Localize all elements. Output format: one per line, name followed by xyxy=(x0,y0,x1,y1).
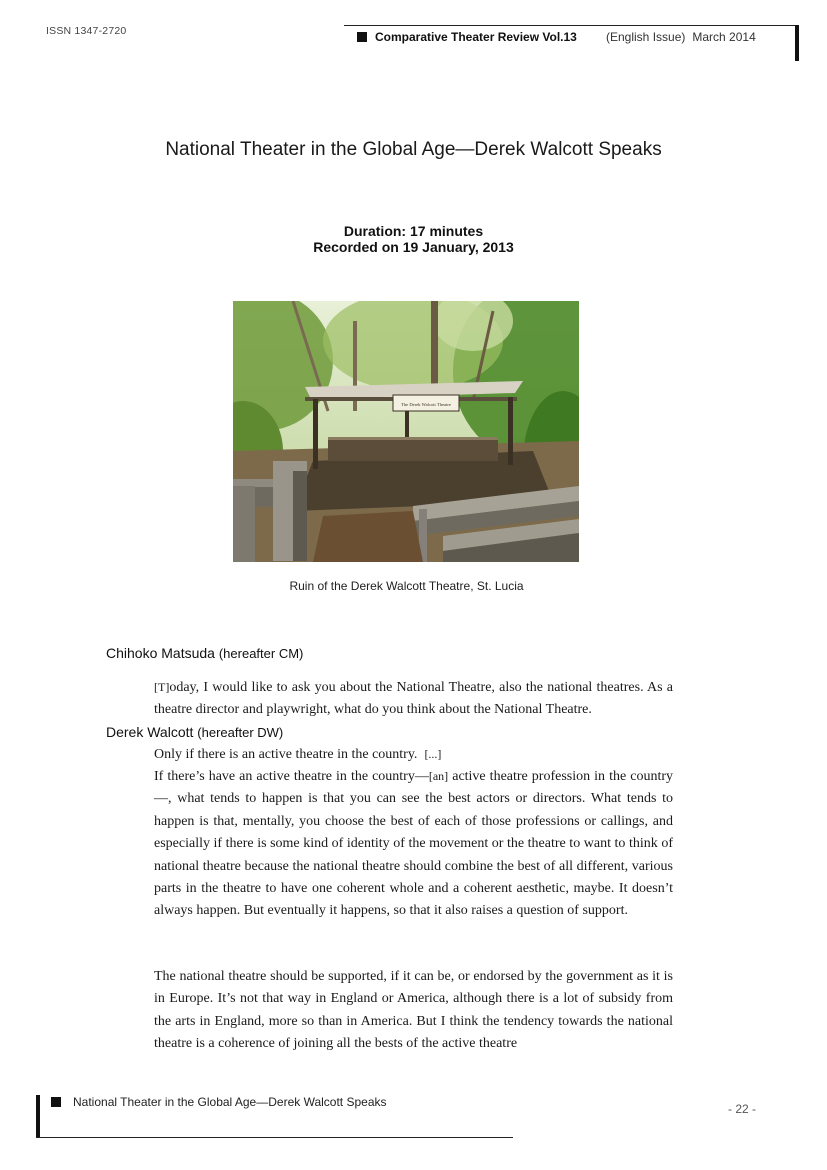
header-bar xyxy=(795,25,799,61)
speaker-name: Chihoko Matsuda xyxy=(106,645,215,661)
footer-running-title: National Theater in the Global Age—Derek Walcott Speaks xyxy=(73,1095,387,1109)
editorial-ellipsis: [...] xyxy=(424,747,442,761)
editorial-bracket: [T] xyxy=(154,680,170,694)
issue-info xyxy=(606,30,763,44)
recording-meta xyxy=(0,223,827,255)
question-text: oday, I would like to ask you about the National Theatre, also the national theatres. As a theatre director and playwright, what do you think about the National Theatre. xyxy=(154,680,673,718)
dw-answer-paragraph-1 xyxy=(154,765,673,923)
issn-label: ISSN 1347-2720 xyxy=(46,25,127,37)
theatre-sign-text: The Derek Walcott Theatre xyxy=(401,402,451,407)
theatre-ruin-image xyxy=(233,301,579,562)
footer-bar xyxy=(36,1095,40,1138)
theatre-photo xyxy=(233,301,579,562)
header-rule xyxy=(344,25,798,26)
answer-text: If there’s have an active theatre in the country— xyxy=(154,769,429,784)
page-number: - 22 - xyxy=(728,1102,757,1116)
speaker-note: (hereafter DW) xyxy=(197,725,284,740)
article-title: National Theater in the Global Age—Derek Walcott Speaks xyxy=(165,139,662,160)
footer-square-icon xyxy=(51,1097,61,1107)
speaker-note: (hereafter CM) xyxy=(218,646,304,661)
issue-label: (English Issue) xyxy=(606,30,686,44)
answer-text: active theatre profession in the country—, what tends to happen is that you can see the best actors or directors. What tends to happen is that, mentally, you choose the best of each of those professions or callings, and especially if there is some kind of identity of the movement or the theatre to want to think of national theatre because the national theatre should combine the best of all different, various parts in the theatre to have one coherent whole and a coherent aesthetic, maybe. It doesn’t always happen. But eventually it happens, so that it also raises a question of support. xyxy=(154,769,674,919)
cm-question xyxy=(154,676,673,722)
editorial-bracket: [an] xyxy=(428,769,449,783)
speaker-cm xyxy=(106,645,303,661)
issue-date: March 2014 xyxy=(692,30,756,44)
dw-answer-paragraph-2: The national theatre should be supported, if it can be, or endorsed by the government as it is in Europe. It’s not that way in England or America, although there is a lot of subsidy from the arts in England, more so than in America. But I think the tendency towards the national theatre is a coherence of joining all the bests of the active theatre xyxy=(154,969,673,1052)
footer-rule xyxy=(36,1137,513,1138)
journal-name: Comparative Theater Review Vol.13 xyxy=(375,30,577,44)
speaker-dw xyxy=(106,724,283,740)
answer-text: Only if there is an active theatre in the country. xyxy=(154,747,418,762)
header-square-icon xyxy=(357,32,367,42)
duration-label: Duration: 17 minutes xyxy=(343,223,484,239)
dw-answer-line xyxy=(154,743,673,766)
speaker-name: Derek Walcott xyxy=(106,724,194,740)
photo-caption: Ruin of the Derek Walcott Theatre, St. Lucia xyxy=(289,579,524,593)
recorded-date: Recorded on 19 January, 2013 xyxy=(313,239,514,255)
